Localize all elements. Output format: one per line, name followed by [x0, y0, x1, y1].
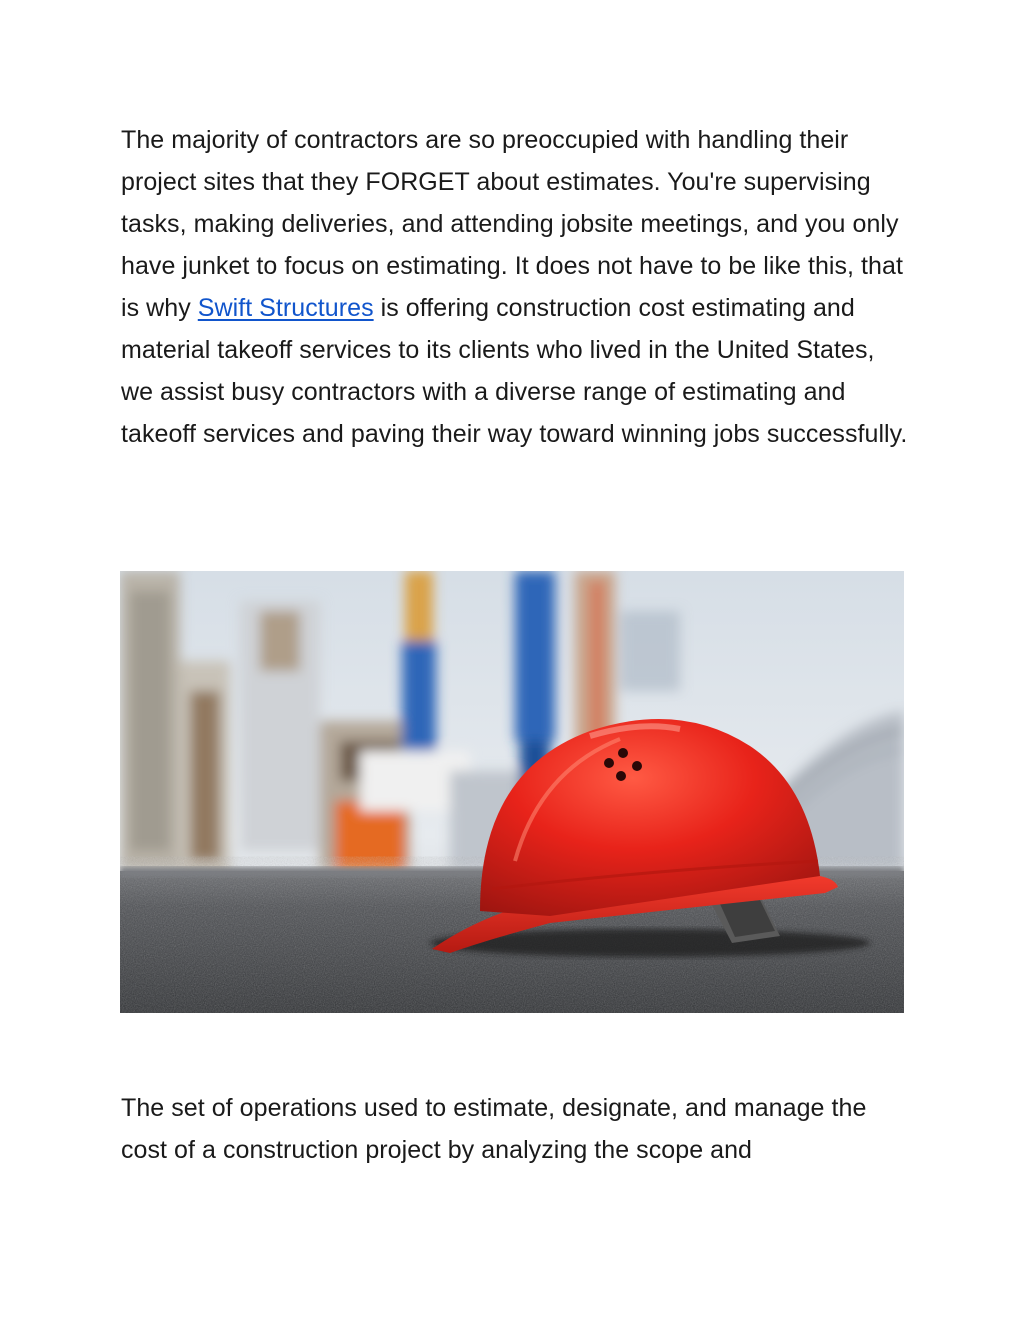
swift-structures-link[interactable]: Swift Structures — [197, 294, 374, 322]
intro-text-before-link: The majority of contractors are so preoccupied with handling their project sites that they FORGET about estimates. You're supervising tasks, making deliveries, and attending jobsite meetings, and you only have junket to focus on estimating. It does not have to be like this, that is why — [121, 126, 903, 322]
hard-hat-photo — [120, 571, 904, 1013]
intro-paragraph — [121, 119, 911, 455]
intro-text-after-link: is offering construction cost estimating and material takeoff services to its clients who lived in the United States, we assist busy contractors with a diverse range of estimating and takeoff services and paving their way toward winning jobs successfully. — [121, 294, 908, 448]
second-paragraph: The set of operations used to estimate, designate, and manage the cost of a construction project by analyzing the scope and — [121, 1094, 867, 1164]
